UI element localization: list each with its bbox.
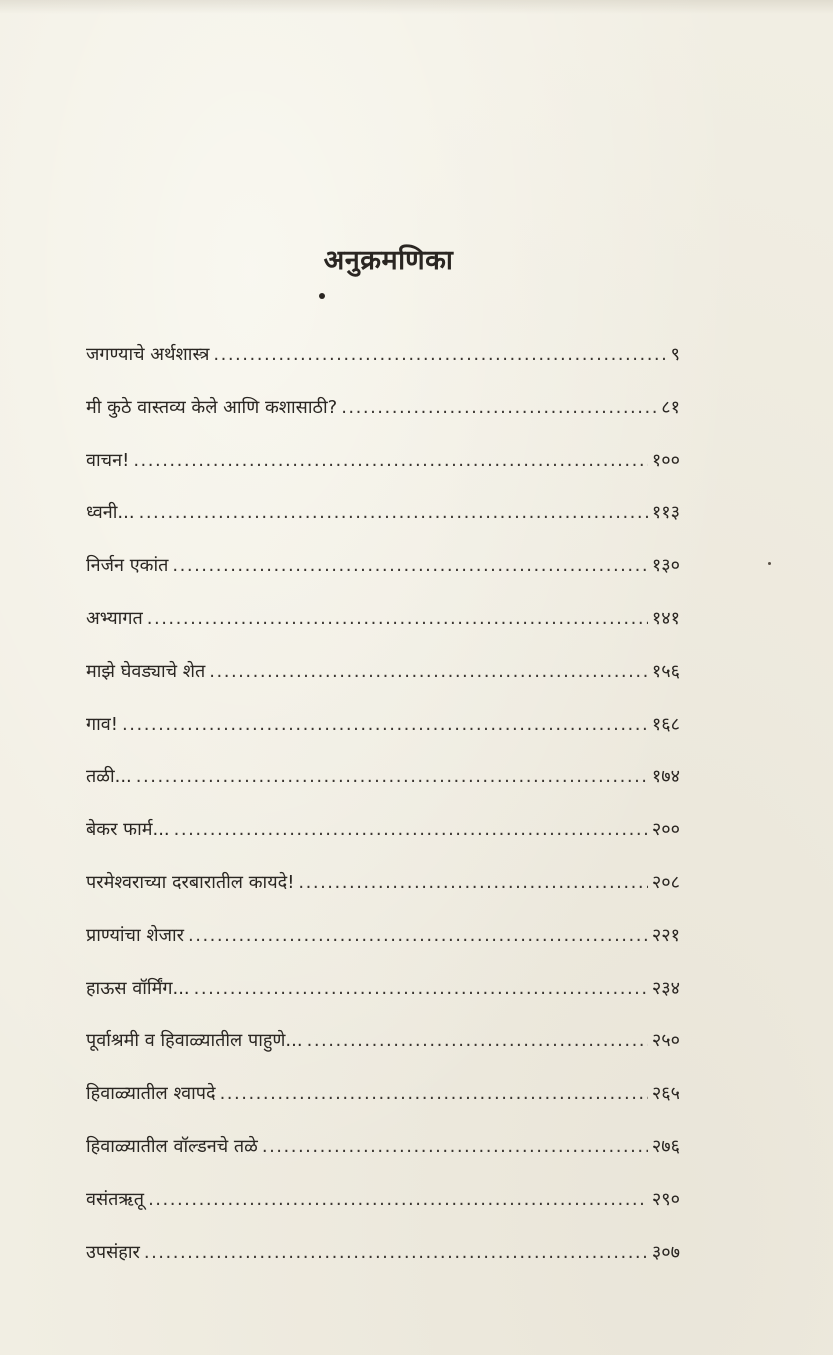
- toc-entry-page: २२१: [651, 924, 680, 946]
- page-title: अनुक्रमणिका: [323, 245, 454, 276]
- toc-entry: [86, 712, 680, 765]
- toc-entry: [86, 870, 680, 923]
- toc-entry: [86, 1028, 680, 1081]
- dot-leader: [262, 1136, 648, 1157]
- toc-entry-page: २०८: [651, 871, 680, 893]
- dot-leader: [213, 344, 666, 365]
- toc-entry-title: बेकर फार्म...: [86, 819, 170, 841]
- dot-leader: [174, 819, 648, 840]
- toc-entry-title: प्राण्यांचा शेजार: [86, 924, 184, 946]
- toc-entry-page: २५०: [651, 1030, 680, 1052]
- toc-entry-title: परमेश्वराच्या दरबारातील कायदे!: [86, 871, 295, 893]
- toc-entry-title: माझे घेवड्याचे शेत: [86, 660, 206, 682]
- toc-entry-title: हिवाळ्यातील वॉल्डनचे तळे: [86, 1135, 258, 1157]
- toc-entry-title: वाचन!: [86, 449, 130, 471]
- toc-entry-page: ११३: [651, 502, 680, 524]
- toc-entry-page: ३०७: [651, 1241, 680, 1263]
- toc-entry: [86, 659, 680, 712]
- toc-entry-title: ध्वनी...: [86, 502, 135, 524]
- ornament-dot: [319, 293, 325, 299]
- toc-entry: [86, 448, 680, 501]
- toc-entry-title: अभ्यागत: [86, 607, 143, 629]
- toc-entry-page: १५६: [651, 660, 680, 682]
- dot-leader: [188, 925, 648, 946]
- dot-leader: [341, 397, 657, 418]
- toc-entry: [86, 606, 680, 659]
- dot-leader: [194, 978, 648, 999]
- toc-entry-page: १७४: [651, 766, 680, 788]
- toc-entry: [86, 817, 680, 870]
- dot-leader: [307, 1030, 648, 1051]
- dot-leader: [133, 450, 648, 471]
- toc-entry: [86, 395, 680, 448]
- toc-entry-title: उपसंहार: [86, 1241, 140, 1263]
- toc-entry: [86, 1081, 680, 1134]
- toc-entry: [86, 553, 680, 606]
- toc-entry-title: हाऊस वॉर्मिंग...: [86, 977, 190, 999]
- toc-entry: [86, 500, 680, 553]
- toc-entry-page: १००: [651, 449, 680, 471]
- toc-entry-page: २००: [651, 819, 680, 841]
- toc-entry: [86, 1134, 680, 1187]
- toc-entry: [86, 1240, 680, 1293]
- dot-leader: [147, 608, 648, 629]
- page-edge-shadow: [0, 0, 833, 14]
- toc-entry-page: २६५: [651, 1083, 680, 1105]
- toc-entry-title: जगण्याचे अर्थशास्त्र: [86, 344, 210, 365]
- dot-leader: [139, 502, 648, 523]
- toc-entry: [86, 1187, 680, 1240]
- toc-entry: [86, 976, 680, 1029]
- dot-leader: [209, 661, 648, 682]
- toc-entry-title: गाव!: [86, 713, 119, 735]
- toc-entry-page: १४१: [651, 607, 680, 629]
- dot-leader: [136, 766, 648, 787]
- table-of-contents: [86, 342, 680, 1292]
- toc-entry-page: २३४: [651, 977, 680, 999]
- toc-entry-title: हिवाळ्यातील श्वापदे: [86, 1083, 216, 1105]
- toc-entry-title: निर्जन एकांत: [86, 555, 169, 577]
- dot-leader: [220, 1083, 648, 1104]
- dot-leader: [298, 872, 647, 893]
- toc-entry-title: तळी...: [86, 766, 132, 788]
- dot-leader: [144, 1242, 648, 1263]
- toc-entry-page: १३०: [651, 555, 680, 577]
- toc-entry-page: २७६: [651, 1135, 680, 1157]
- toc-entry-title: पूर्वाश्रमी व हिवाळ्यातील पाहुणे...: [86, 1030, 303, 1052]
- toc-entry-page: १६८: [651, 713, 680, 735]
- ink-speck: [768, 562, 771, 565]
- toc-entry-title: मी कुठे वास्तव्य केले आणि कशासाठी?: [86, 396, 338, 418]
- dot-leader: [148, 1189, 648, 1210]
- dot-leader: [122, 714, 648, 735]
- toc-entry-page: २९०: [651, 1188, 680, 1210]
- dot-leader: [172, 555, 647, 576]
- toc-entry-page: ९: [670, 344, 680, 365]
- toc-entry-title: वसंतऋतू: [86, 1188, 145, 1210]
- toc-entry-page: ८१: [661, 396, 680, 418]
- toc-entry: [86, 342, 680, 395]
- toc-entry: [86, 923, 680, 976]
- toc-entry: [86, 764, 680, 817]
